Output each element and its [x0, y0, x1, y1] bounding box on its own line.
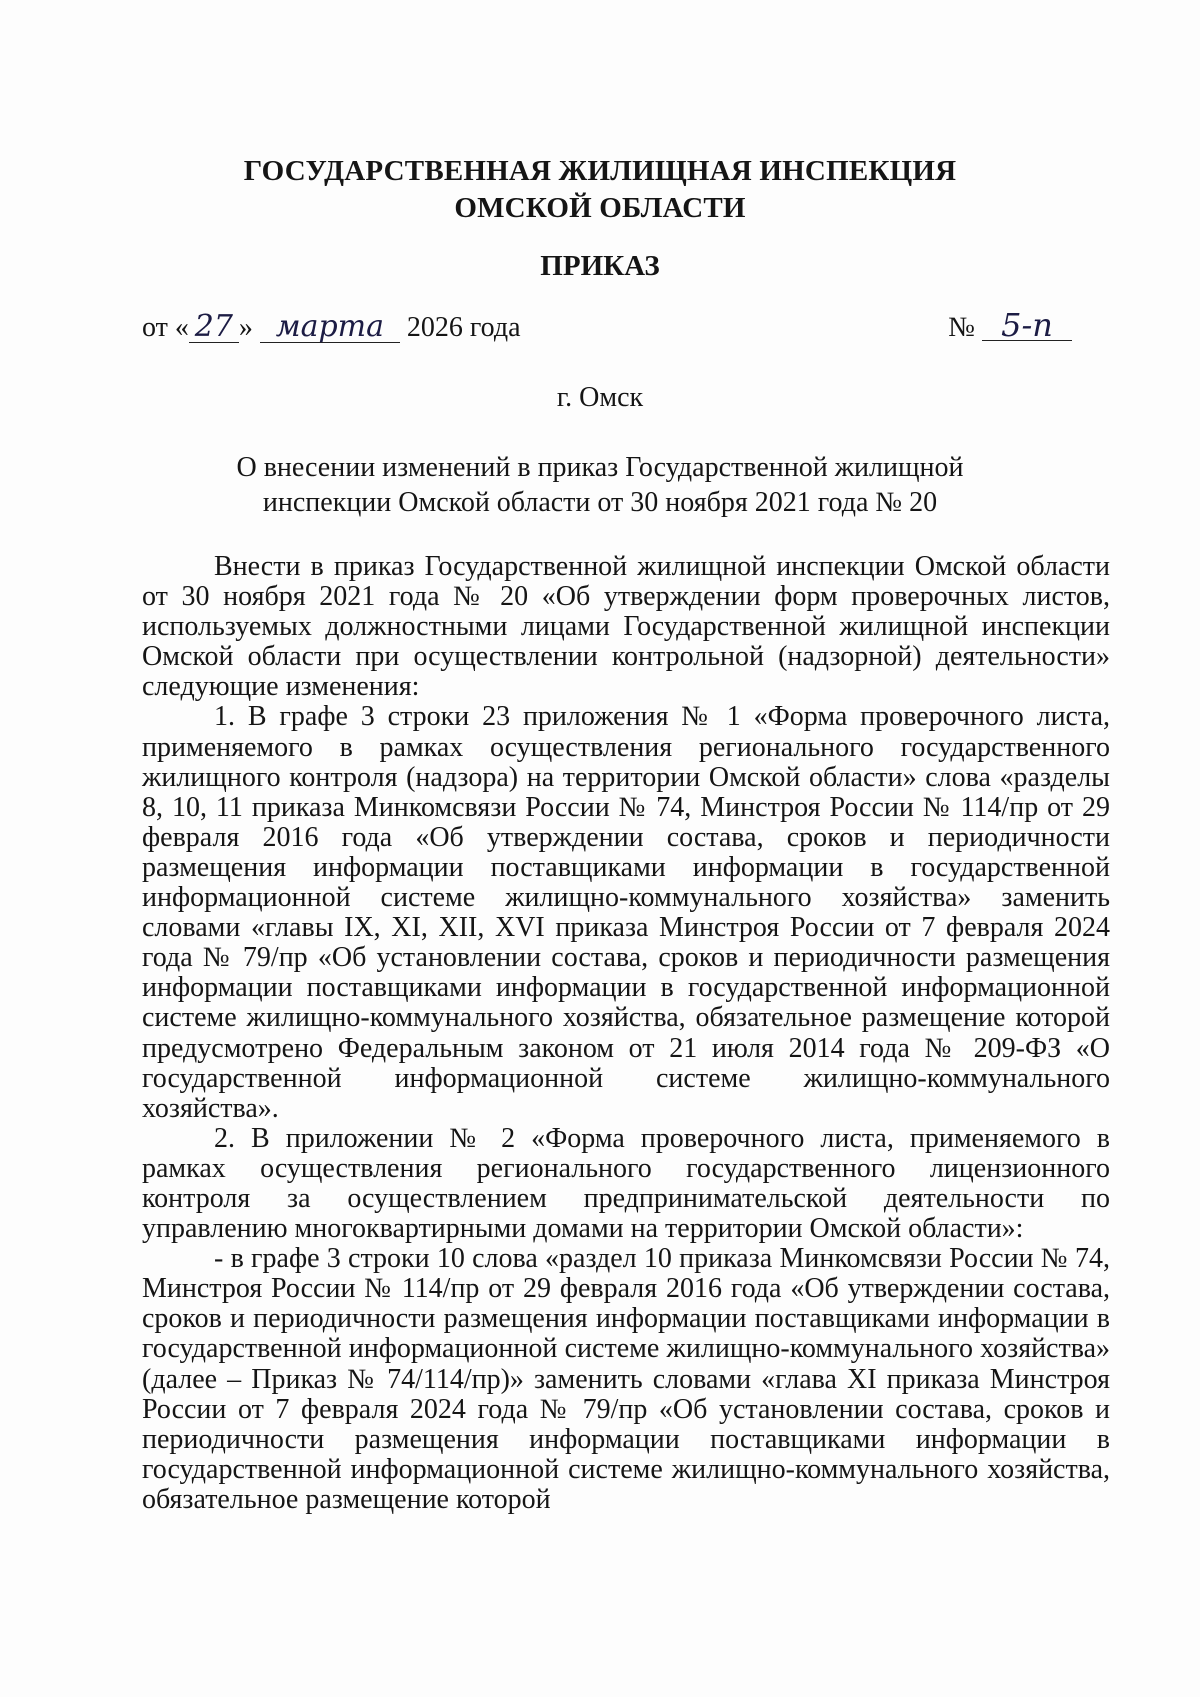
order-number — [948, 306, 1072, 346]
date-month-handwritten: марта — [260, 312, 400, 343]
number-label: № — [948, 312, 975, 343]
body-item-2: 2. В приложении № 2 «Форма проверочного листа, применяемого в рамках осуществления регионального государственного лицензионного контроля за осуществлением предпринимательской деятельности по управлению многоквартирными домами на территории Омской области»: — [142, 1122, 1110, 1245]
organization-header — [0, 153, 1200, 227]
city: г. Омск — [556, 382, 644, 413]
date-prefix: от « — [142, 312, 189, 343]
organization-name-line2: ОМСКОЙ ОБЛАСТИ — [454, 192, 746, 224]
date-quote-close: » — [238, 312, 253, 343]
body-item-1: 1. В графе 3 строки 23 приложения № 1 «Форма проверочного листа, применяемого в рамках осуществления регионального государственного жилищного контроля (надзора) на территории Омской области» слова «разделы 8, 10, 11 приказа Минкомсвязи России № 74, Минстроя России № 114/пр от 29 февраля 2016 года «Об утверждении состава, сроков и периодичности размещения информации поставщиками информации в государственной информационной системе жилищно-коммунального хозяйства» заменить словами «главы IX, XI, XII, XVI приказа Минстроя России от 7 февраля 2024 года № 79/пр «Об установлении состава, сроков и периодичности размещения информации поставщиками информации в государственной информационной системе жилищно-коммунального хозяйства, обязательное размещение которой предусмотрено Федеральным законом от 21 июля 2014 года № 209-ФЗ «О государственной информационной системе жилищно-коммунального хозяйства». — [142, 701, 1110, 1124]
body-intro-paragraph: Внести в приказ Государственной жилищной инспекции Омской области от 30 ноября 2021 года № 20 «Об утверждении форм проверочных листов, используемых должностными лицами Государственной жилищной инспекции Омской области при осуществлении контрольной (надзорной) деятельности» следующие изменения: — [142, 551, 1110, 703]
order-body — [142, 552, 1110, 1515]
date-year: 2026 года — [406, 312, 521, 343]
organization-name-line1: ГОСУДАРСТВЕННАЯ ЖИЛИЩНАЯ ИНСПЕКЦИЯ — [243, 155, 957, 187]
document-type: ПРИКАЗ — [540, 250, 660, 282]
subject-line1: О внесении изменений в приказ Государственной жилищной — [236, 452, 964, 483]
subject-line2: инспекции Омской области от 30 ноября 2021 года № 20 — [262, 487, 938, 518]
body-item-2-subitem-1: - в графе 3 строки 10 слова «раздел 10 приказа Минкомсвязи России № 74, Минстроя России № 114/пр от 29 февраля 2016 года «Об утверждении состава, сроков и периодичности размещения информации поставщиками информации в государственной информационной системе жилищно-коммунального хозяйства» (далее – Приказ № 74/114/пр)» заменить словами «глава XI приказа Минстроя России от 7 февраля 2024 года № 79/пр «Об установлении состава, сроков и периодичности размещения информации поставщиками информации в государственной информационной системе жилищно-коммунального хозяйства, обязательное размещение которой — [142, 1243, 1110, 1515]
order-subject — [0, 450, 1200, 520]
number-value-handwritten: 5-п — [982, 310, 1072, 341]
date-day-handwritten: 27 — [189, 312, 239, 343]
order-date — [142, 310, 521, 346]
